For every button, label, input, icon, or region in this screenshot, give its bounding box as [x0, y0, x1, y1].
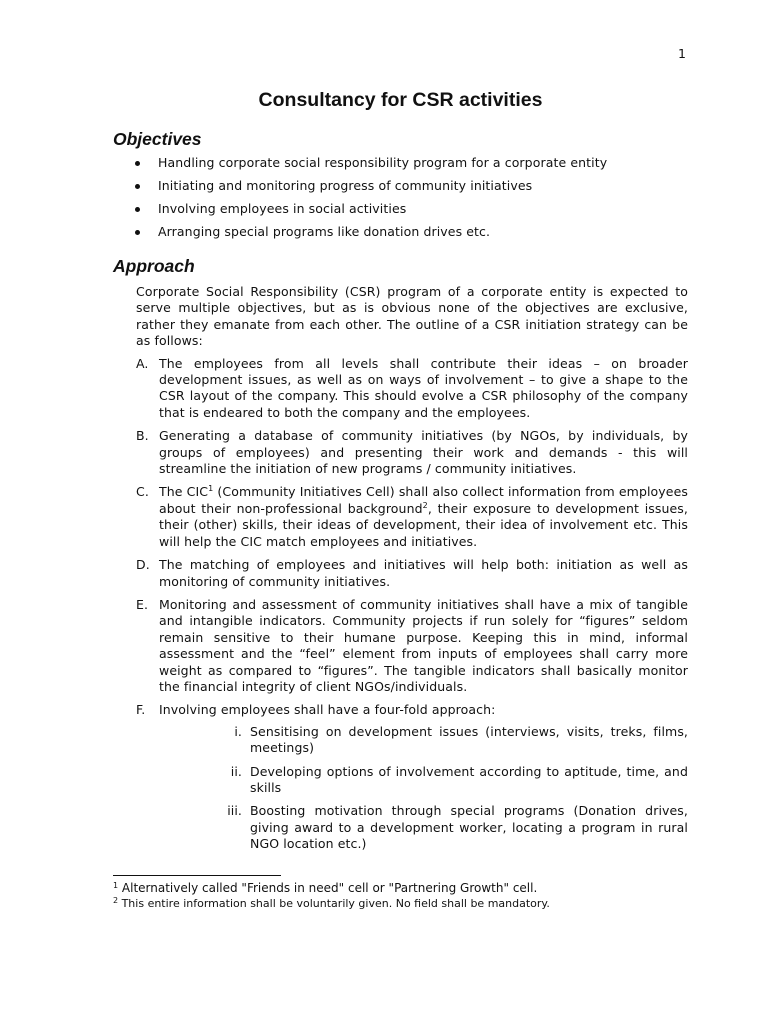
footnote-2: [113, 896, 688, 911]
sub-list-marker: i.: [234, 723, 242, 739]
list-item: [113, 155, 688, 171]
list-marker: A.: [136, 355, 149, 371]
sub-list-text: Developing options of involvement according to aptitude, time, and skills: [250, 763, 688, 795]
list-marker: B.: [136, 428, 149, 444]
approach-item-text: The matching of employees and initiatives will help both: initiation as well as monitoring of community initiatives.: [159, 557, 688, 589]
approach-intro: Corporate Social Responsibility (CSR) program of a corporate entity is expected to serve multiple objectives, but as is obvious none of the objectives are exclusive, rather they emanate from each other. The outline of a CSR initiation strategy can be as follows:: [136, 284, 688, 349]
bullet-icon: [135, 230, 140, 235]
document-title: Consultancy for CSR activities: [258, 89, 543, 111]
footnote-1: [113, 880, 688, 896]
sub-list-item: [159, 724, 688, 757]
approach-item-a: [113, 356, 688, 422]
page-number: 1: [678, 46, 686, 61]
list-marker: E.: [136, 596, 149, 612]
approach-item-text: The CIC: [159, 484, 209, 500]
sub-list-item: [159, 764, 688, 797]
bullet-icon: [135, 161, 140, 166]
footnote-divider: [113, 875, 281, 876]
approach-item-d: [113, 557, 688, 590]
approach-item-b: [113, 428, 688, 477]
bullet-icon: [135, 207, 140, 212]
approach-list: [113, 356, 688, 853]
footnote-marker: 1: [113, 881, 119, 890]
approach-item-text: Involving employees shall have a four-fold approach:: [159, 702, 496, 718]
footnote-text: This entire information shall be voluntarily given. No field shall be mandatory.: [118, 897, 550, 910]
sub-list-marker: ii.: [230, 763, 242, 779]
sub-list-text: Sensitising on development issues (interviews, visits, treks, films, meetings): [250, 723, 688, 756]
list-marker: C.: [136, 484, 149, 500]
sub-list-item: [159, 803, 688, 852]
footnote-text: Alternatively called "Friends in need" cell or "Partnering Growth" cell.: [118, 881, 538, 895]
approach-item-text: Monitoring and assessment of community initiatives shall have a mix of tangible and intangible indicators. Community projects if run solely for “figures” seldom remain sensitive to their humane purpose. Keeping this in mind, informal assessment and the “feel” element from inputs of employees shall carry more weight as compared to “figures”. The tangible indicators shall basically monitor the financial integrity of client NGOs/individuals.: [159, 596, 688, 694]
sub-list-marker: iii.: [227, 803, 242, 819]
approach-item-c: [113, 484, 688, 550]
footnote-ref-2[interactable]: 2: [422, 500, 428, 510]
list-item-text: Initiating and monitoring progress of community initiatives: [158, 178, 533, 193]
objectives-list: [113, 155, 688, 240]
list-item: [113, 224, 688, 240]
list-item-text: Handling corporate social responsibility program for a corporate entity: [158, 155, 608, 170]
document-body: [113, 86, 688, 860]
footnote-ref-1[interactable]: 1: [208, 484, 214, 494]
approach-item-text: The employees from all levels shall contribute their ideas – on broader development issues, as well as on ways of involvement – to give a shape to the CSR layout of the company. This should evolve a CSR philosophy of the company that is endeared to both the company and the employees.: [159, 355, 688, 420]
footnote-marker: 2: [113, 896, 119, 905]
list-marker: F.: [136, 702, 146, 718]
list-item: [113, 201, 688, 217]
approach-item-text: (Community Initiatives Cell) shall also collect information from employees about their non-professional background: [159, 484, 688, 516]
approach-item-text: , their exposure to development issues, their (other) skills, their ideas of development, their idea of involvement etc. This will help the CIC match employees and initiatives.: [159, 500, 688, 549]
list-item: [113, 178, 688, 194]
approach-heading: Approach: [113, 256, 195, 276]
objectives-heading: Objectives: [113, 129, 202, 149]
involvement-sublist: [159, 724, 688, 853]
sub-list-text: Boosting motivation through special programs (Donation drives, giving award to a development worker, locating a program in rural NGO location etc.): [250, 803, 688, 852]
footnotes: [113, 880, 688, 911]
list-item-text: Involving employees in social activities: [158, 201, 407, 216]
list-item-text: Arranging special programs like donation drives etc.: [158, 224, 491, 239]
approach-item-text: Generating a database of community initiatives (by NGOs, by individuals, by groups of employees) and presenting their work and demands - this will streamline the initiation of new programs / community initiatives.: [159, 428, 688, 477]
approach-item-f: [113, 702, 688, 852]
list-marker: D.: [136, 557, 150, 573]
approach-item-e: [113, 597, 688, 695]
bullet-icon: [135, 184, 140, 189]
